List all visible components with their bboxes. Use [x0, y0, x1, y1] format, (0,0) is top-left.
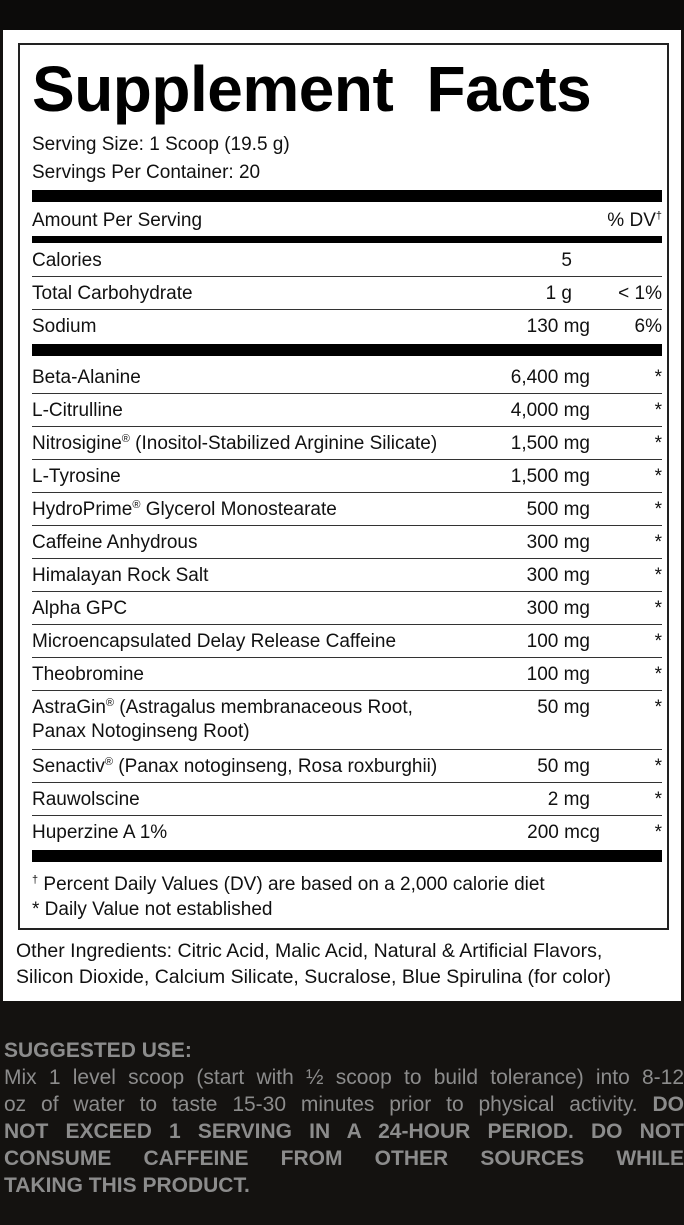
ingredient-dv: * — [654, 499, 662, 520]
suggested-use — [4, 1037, 684, 1199]
ingredient-amount: 100 mg — [526, 664, 590, 685]
ingredient-amount: 1,500 mg — [510, 466, 590, 487]
suggested-use-warning: CONSUME CAFFEINE FROM OTHER SOURCES WHILE — [4, 1147, 684, 1170]
ingredient-name: Beta-Alanine — [32, 367, 141, 388]
suggested-use-line: oz of water to taste 15-30 minutes prior to physical activity. DO — [4, 1093, 684, 1116]
ingredient-dv: * — [654, 400, 662, 421]
ingredient-dv: * — [654, 598, 662, 619]
ingredient-dv: * — [654, 756, 662, 777]
suggested-use-warning: NOT EXCEED 1 SERVING IN A 24-HOUR PERIOD. DO NOT — [4, 1120, 684, 1143]
row-divider — [32, 492, 662, 493]
label-title: Supplement Facts — [32, 53, 592, 125]
row-divider — [32, 624, 662, 625]
ingredient-dv: * — [654, 664, 662, 685]
nutrient-name: Calories — [32, 250, 102, 271]
row-divider — [32, 426, 662, 427]
medium-divider — [32, 236, 662, 243]
row-divider — [32, 782, 662, 783]
ingredient-dv: * — [654, 466, 662, 487]
ingredient-name: Microencapsulated Delay Release Caffeine — [32, 631, 397, 652]
thick-divider — [32, 344, 662, 356]
ingredient-amount: 500 mg — [526, 499, 590, 520]
ingredient-amount: 300 mg — [526, 598, 590, 619]
ingredient-dv: * — [654, 697, 662, 718]
thick-divider — [32, 190, 662, 202]
ingredient-name: L-Citrulline — [32, 400, 123, 421]
ingredient-row — [32, 696, 662, 746]
ingredient-dv: * — [654, 433, 662, 454]
ingredient-dv: * — [654, 789, 662, 810]
ingredient-name: Rauwolscine — [32, 789, 140, 810]
top-border — [0, 0, 684, 30]
nutrient-amount: 1 g — [545, 283, 572, 304]
ingredient-amount: 300 mg — [526, 565, 590, 586]
suggested-use-warning: TAKING THIS PRODUCT. — [4, 1174, 250, 1197]
row-divider — [32, 393, 662, 394]
nutrient-name: Sodium — [32, 316, 97, 337]
row-divider — [32, 690, 662, 691]
ingredient-name: Himalayan Rock Salt — [32, 565, 209, 586]
dv-header: % DV† — [607, 210, 662, 231]
ingredient-amount: 4,000 mg — [510, 400, 590, 421]
ingredient-amount: 50 mg — [537, 756, 590, 777]
ingredient-name: Alpha GPC — [32, 598, 128, 619]
row-divider — [32, 459, 662, 460]
ingredient-name: Senactiv® (Panax notoginseng, Rosa roxburghii) — [32, 756, 438, 777]
ingredient-amount: 50 mg — [537, 697, 590, 718]
ingredient-dv: * — [654, 631, 662, 652]
ingredient-dv: * — [654, 822, 662, 843]
amount-per-serving-label: Amount Per Serving — [32, 210, 203, 231]
servings-per-container: Servings Per Container: 20 — [32, 162, 261, 183]
ingredient-name: HydroPrime® Glycerol Monostearate — [32, 499, 337, 520]
row-divider — [32, 591, 662, 592]
ingredient-name: L-Tyrosine — [32, 466, 121, 487]
ingredient-name: Nitrosigine® (Inositol-Stabilized Arginine Silicate) — [32, 433, 438, 454]
row-divider — [32, 749, 662, 750]
nutrient-amount: 5 — [561, 250, 572, 271]
row-divider — [32, 657, 662, 658]
suggested-use-line: Mix 1 level scoop (start with ½ scoop to build tolerance) into 8-12 — [4, 1066, 684, 1089]
ingredient-amount: 200 mcg — [527, 822, 600, 843]
ingredient-name: Huperzine A 1% — [32, 822, 168, 843]
supplement-panel — [3, 30, 681, 1001]
ingredient-amount: 2 mg — [547, 789, 590, 810]
row-divider — [32, 309, 662, 310]
row-divider — [32, 815, 662, 816]
nutrient-dv: < 1% — [618, 283, 662, 304]
ingredient-name: Caffeine Anhydrous — [32, 532, 198, 553]
serving-size: Serving Size: 1 Scoop (19.5 g) — [32, 134, 290, 155]
ingredient-name: Theobromine — [32, 664, 144, 685]
ingredient-dv: * — [654, 565, 662, 586]
nutrient-name: Total Carbohydrate — [32, 283, 193, 304]
ingredient-dv: * — [654, 367, 662, 388]
nutrient-dv: 6% — [634, 316, 662, 337]
other-ingredients-line: Other Ingredients: Citric Acid, Malic Acid, Natural & Artificial Flavors, — [16, 940, 603, 962]
row-divider — [32, 276, 662, 277]
ingredient-amount: 100 mg — [526, 631, 590, 652]
ingredient-amount: 6,400 mg — [510, 367, 590, 388]
ingredient-name: AstraGin® (Astragalus membranaceous Root, Panax Notoginseng Root) — [32, 697, 413, 742]
ingredient-dv: * — [654, 532, 662, 553]
footnote-daily-value: * Daily Value not established — [32, 899, 273, 920]
ingredient-amount: 1,500 mg — [510, 433, 590, 454]
suggested-use-heading: SUGGESTED USE: — [4, 1039, 192, 1062]
thick-divider — [32, 850, 662, 862]
other-ingredients — [16, 938, 676, 990]
supplement-facts-label — [18, 43, 669, 930]
row-divider — [32, 525, 662, 526]
row-divider — [32, 558, 662, 559]
nutrient-amount: 130 mg — [526, 316, 590, 337]
footnote-dv: † Percent Daily Values (DV) are based on a 2,000 calorie diet — [32, 874, 545, 895]
ingredient-amount: 300 mg — [526, 532, 590, 553]
other-ingredients-line: Silicon Dioxide, Calcium Silicate, Sucralose, Blue Spirulina (for color) — [16, 966, 611, 988]
